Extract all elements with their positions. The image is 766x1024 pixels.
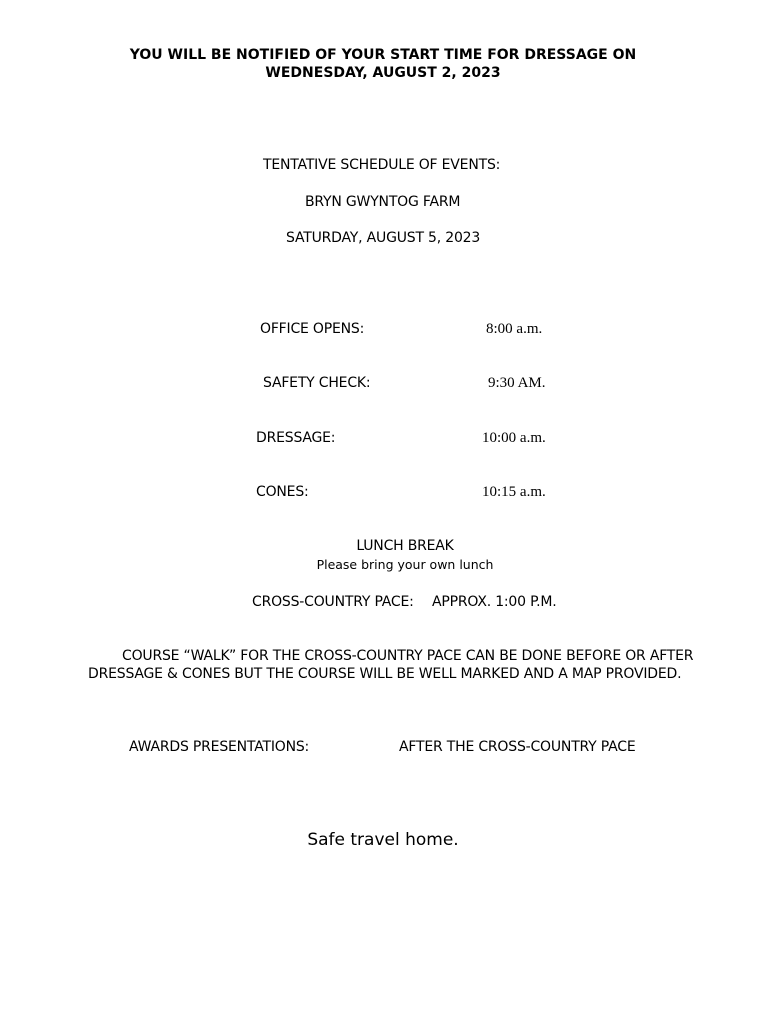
schedule-time-office-opens: 8:00 a.m. bbox=[486, 321, 543, 337]
awards-time: AFTER THE CROSS-COUNTRY PACE bbox=[399, 739, 636, 755]
event-date: SATURDAY, AUGUST 5, 2023 bbox=[286, 230, 481, 246]
schedule-event-cones: CONES: bbox=[256, 484, 309, 500]
schedule-event-safety-check: SAFETY CHECK: bbox=[263, 375, 371, 391]
notice-line-1: YOU WILL BE NOTIFIED OF YOUR START TIME FOR DRESSAGE ON bbox=[129, 47, 637, 63]
closing-message: Safe travel home. bbox=[307, 830, 459, 850]
course-walk-note: COURSE “WALK” FOR THE CROSS-COUNTRY PACE CAN BE DONE BEFORE OR AFTER DRESSAGE & CONES BUT THE COURSE WILL BE WELL MARKED AND A MAP PROVIDED. bbox=[88, 648, 694, 682]
schedule-time-cones: 10:15 a.m. bbox=[482, 484, 546, 500]
schedule-time-dressage: 10:00 a.m. bbox=[482, 430, 546, 446]
cross-country-event: CROSS-COUNTRY PACE: bbox=[252, 594, 414, 610]
schedule-event-dressage: DRESSAGE: bbox=[256, 430, 336, 446]
schedule-event-office-opens: OFFICE OPENS: bbox=[260, 321, 365, 337]
venue-name: BRYN GWYNTOG FARM bbox=[305, 194, 461, 210]
cross-country-time: APPROX. 1:00 P.M. bbox=[432, 594, 557, 610]
lunch-break-title: LUNCH BREAK bbox=[356, 538, 454, 554]
schedule-time-safety-check: 9:30 AM. bbox=[488, 375, 546, 391]
schedule-title: TENTATIVE SCHEDULE OF EVENTS: bbox=[263, 157, 501, 173]
notice-line-2: WEDNESDAY, AUGUST 2, 2023 bbox=[265, 65, 501, 81]
lunch-break-note: Please bring your own lunch bbox=[316, 557, 494, 572]
awards-event: AWARDS PRESENTATIONS: bbox=[129, 739, 310, 755]
